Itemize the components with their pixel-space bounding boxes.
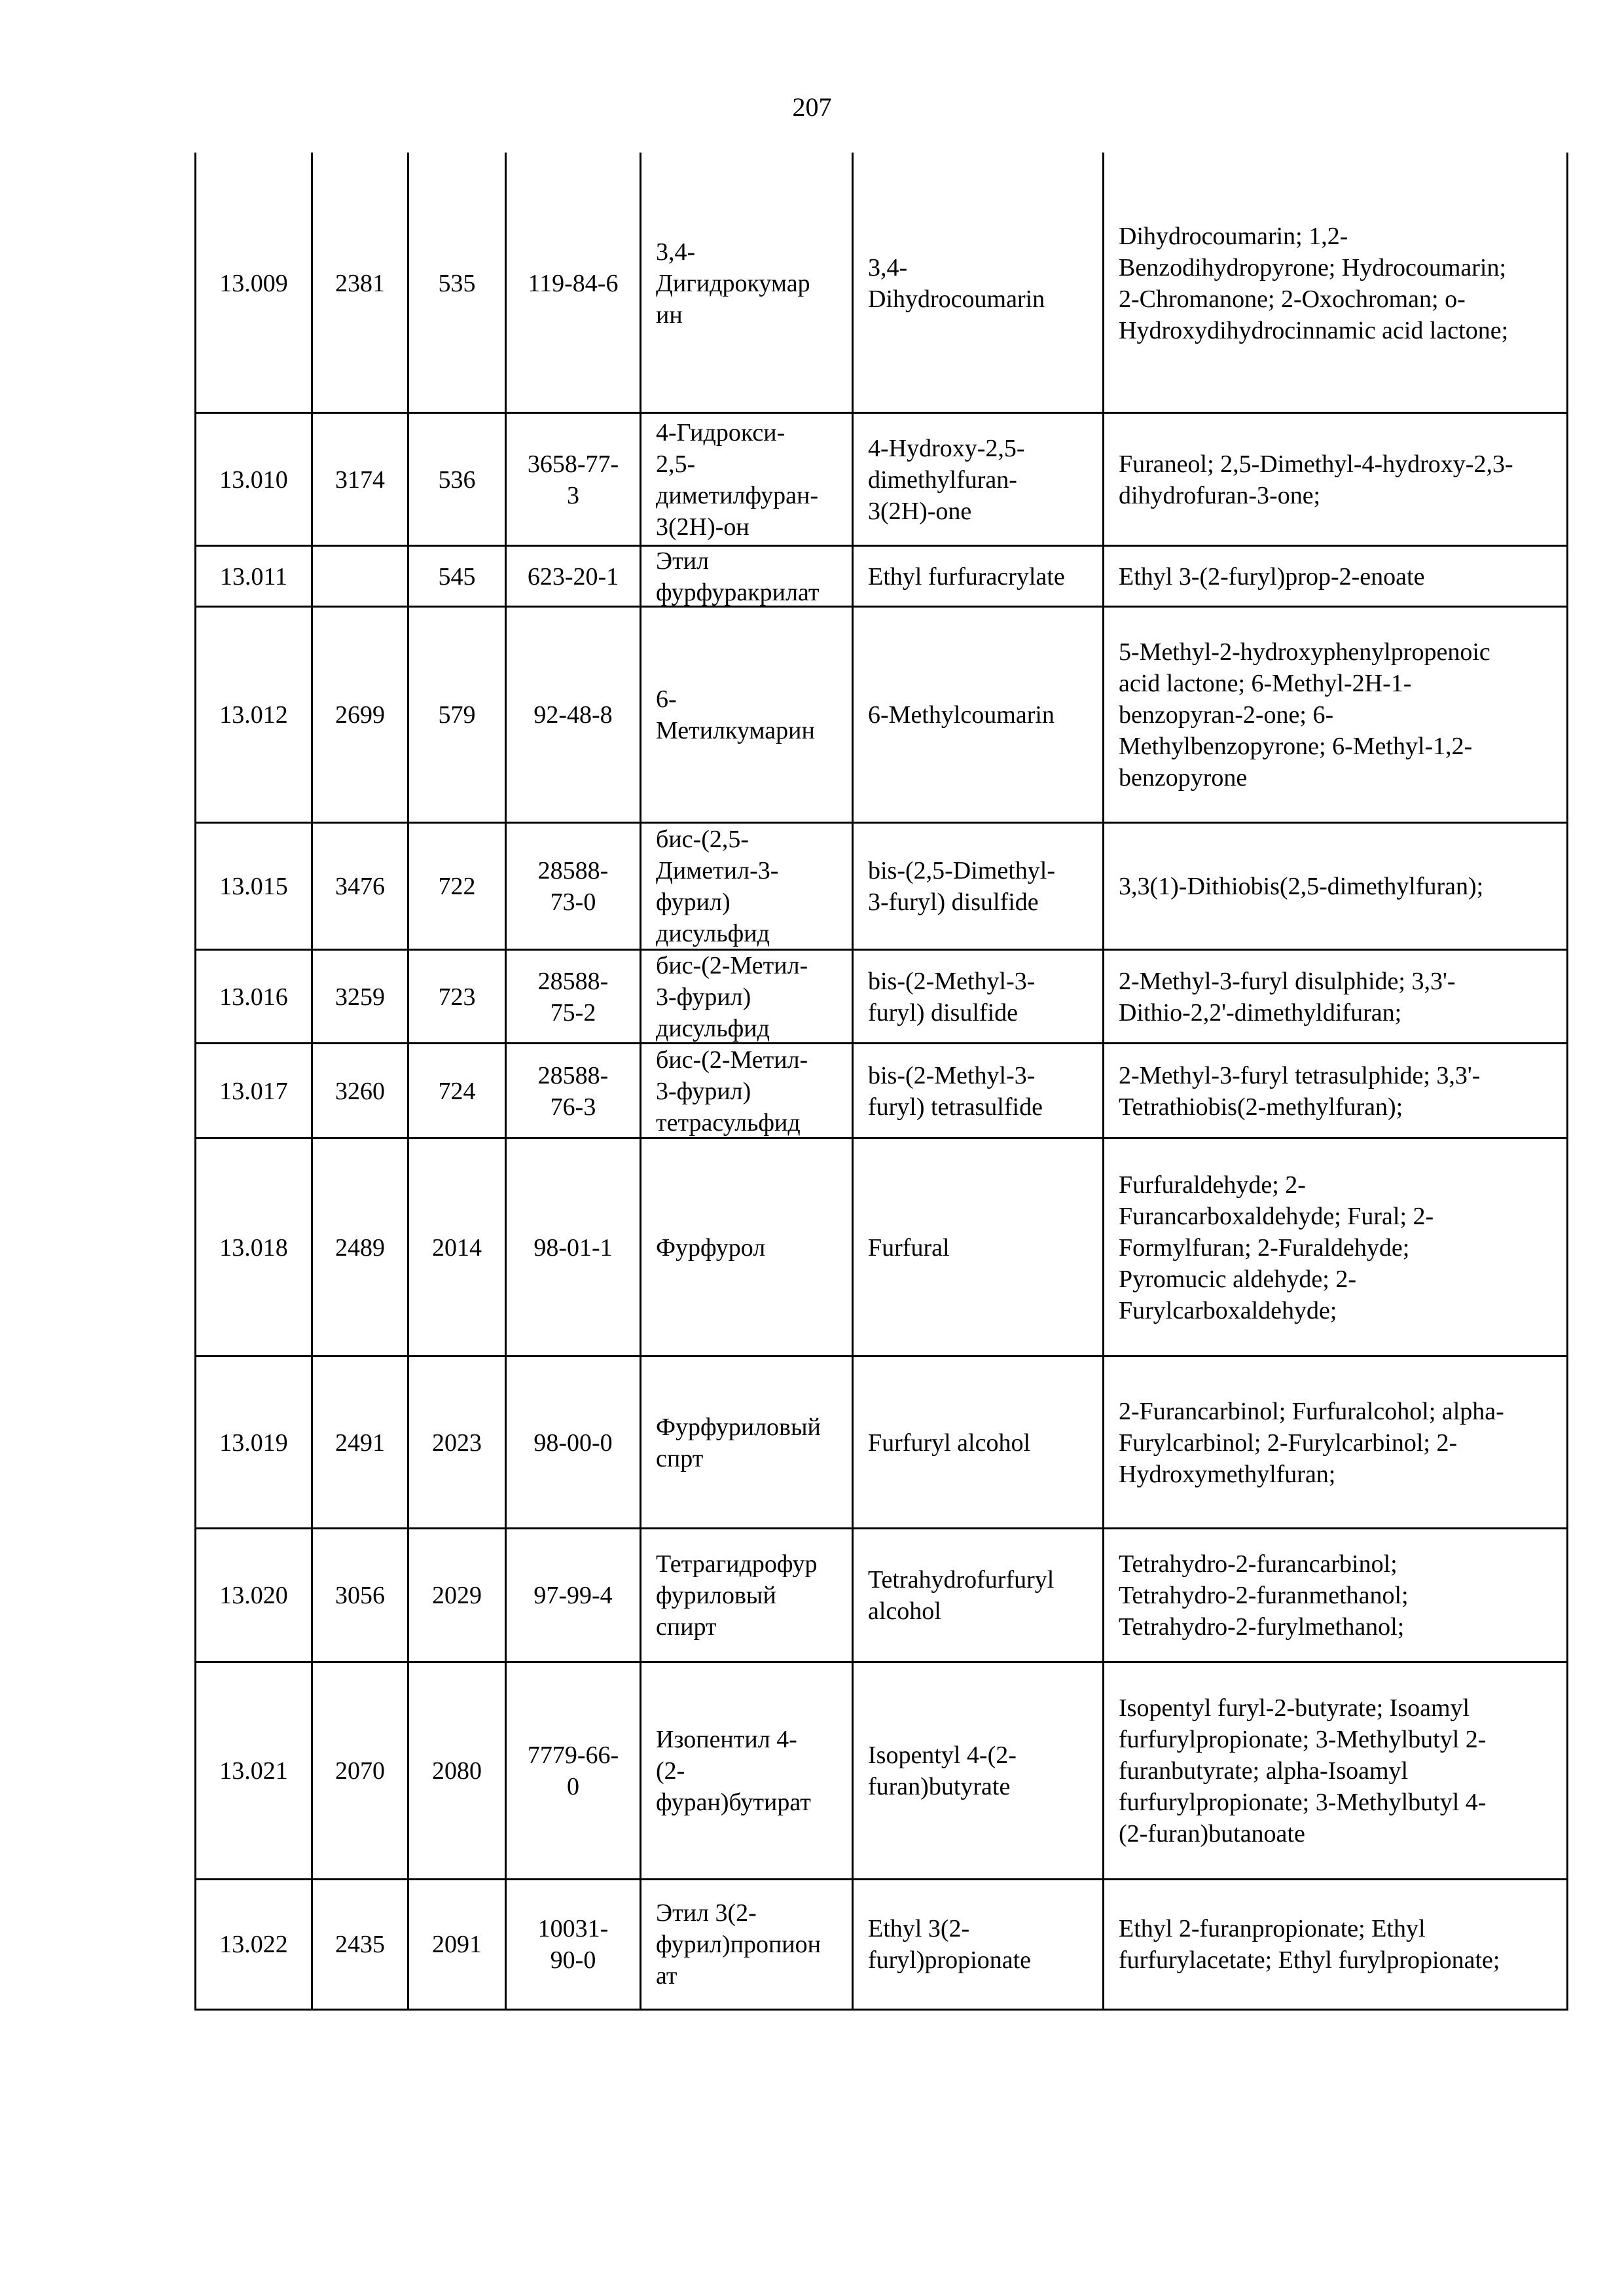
cell-text: Этил 3(2- фурил)пропион ат [656, 1899, 821, 1990]
cell-text: bis-(2-Methyl-3- furyl) tetrasulfide [868, 1061, 1043, 1121]
cell-text: 535 [438, 269, 476, 297]
cell-fema [409, 414, 505, 545]
cell-fema [409, 1529, 505, 1662]
cell-fema [409, 951, 505, 1043]
cell-text: 723 [438, 983, 476, 1011]
cell-text: Furfuraldehyde; 2- Furancarboxaldehyde; Fural; 2- Formylfuran; 2-Furaldehyde; Pyromucic aldehyde; 2- Furylcarboxaldehyde; [1119, 1171, 1434, 1324]
cell-text: 6-Methylcoumarin [868, 701, 1055, 729]
cell-name-ru [641, 1044, 852, 1138]
cell-text: Isopentyl furyl-2-butyrate; Isoamyl furfurylpropionate; 3-Methylbutyl 2- furanbutyrate; alpha-Isoamyl furfurylpropionate; 3-Methylbutyl 4- (2-furan)butanoate [1119, 1694, 1487, 1848]
cell-name-en [854, 608, 1102, 822]
cell-fl-no [313, 1044, 407, 1138]
cell-text: 2699 [335, 701, 385, 729]
cell-text: 3260 [335, 1077, 385, 1105]
cell-fl-no [313, 154, 407, 412]
cell-text: 3658-77- 3 [527, 450, 619, 509]
cell-code [196, 1880, 311, 2009]
cell-cas [507, 1044, 640, 1138]
cell-text: 4-Hydroxy-2,5- dimethylfuran- 3(2H)-one [868, 434, 1025, 525]
cell-text: Фурфурол [656, 1233, 766, 1262]
cell-fema [409, 154, 505, 412]
cell-cas [507, 1663, 640, 1879]
cell-text: 623-20-1 [527, 562, 619, 591]
cell-text: 119-84-6 [528, 269, 619, 297]
cell-text: bis-(2-Methyl-3- furyl) disulfide [868, 967, 1036, 1027]
cell-text: 13.022 [219, 1931, 288, 1958]
cell-code [196, 608, 311, 822]
cell-fl-no [313, 1663, 407, 1879]
cell-cas [507, 824, 640, 949]
cell-name-ru [641, 547, 852, 606]
cell-text: 536 [438, 465, 476, 494]
cell-text: Ethyl furfuracrylate [868, 562, 1065, 591]
cell-text: Ethyl 3(2- furyl)propionate [868, 1915, 1032, 1974]
cell-text: бис-(2,5- Диметил-3- фурил) дисульфид [656, 826, 779, 947]
cell-text: 13.011 [219, 562, 288, 591]
cell-text: бис-(2-Метил- 3-фурил) дисульфид [656, 951, 808, 1042]
cell-text: 2491 [335, 1429, 385, 1457]
cell-fema [409, 1139, 505, 1356]
cell-text: 2-Methyl-3-furyl disulphide; 3,3'- Dithio-2,2'-dimethyldifuran; [1119, 967, 1456, 1027]
cell-synonyms [1104, 824, 1568, 949]
cell-text: 3,3(1)-Dithiobis(2,5-dimethylfuran); [1119, 873, 1484, 900]
cell-text: 7779-66- 0 [527, 1741, 619, 1800]
cell-name-en [854, 824, 1102, 949]
cell-code [196, 1139, 311, 1356]
page-number: 207 [792, 92, 832, 122]
cell-code [196, 1529, 311, 1662]
cell-name-ru [641, 154, 852, 412]
cell-name-en [854, 1880, 1102, 2009]
cell-name-ru [641, 1663, 852, 1879]
cell-cas [507, 1880, 640, 2009]
cell-text: bis-(2,5-Dimethyl- 3-furyl) disulfide [868, 857, 1056, 916]
cell-text: 4-Гидрокси- 2,5- диметилфуран- 3(2H)-он [656, 418, 819, 541]
flavouring-table [194, 153, 1568, 2011]
cell-text: Фурфуриловый спрт [656, 1413, 821, 1472]
cell-synonyms [1104, 951, 1568, 1043]
cell-cas [507, 1139, 640, 1356]
cell-text: Ethyl 3-(2-furyl)prop-2-enoate [1119, 562, 1425, 591]
cell-text: 13.019 [219, 1429, 288, 1457]
cell-synonyms [1104, 1529, 1568, 1662]
cell-text: Isopentyl 4-(2- furan)butyrate [868, 1741, 1017, 1800]
cell-fema [409, 1044, 505, 1138]
cell-name-en [854, 414, 1102, 545]
cell-text: 2080 [432, 1757, 482, 1785]
cell-fl-no [313, 824, 407, 949]
cell-text: Tetrahydrofurfuryl alcohol [868, 1566, 1055, 1625]
cell-fl-no [313, 1139, 407, 1356]
cell-name-en [854, 547, 1102, 606]
cell-cas [507, 1529, 640, 1662]
cell-text: 3,4- Dihydrocoumarin [868, 253, 1045, 313]
cell-text: 2029 [432, 1582, 482, 1609]
cell-cas [507, 951, 640, 1043]
cell-code [196, 414, 311, 545]
cell-text: 2435 [335, 1931, 385, 1958]
cell-code [196, 1044, 311, 1138]
cell-synonyms [1104, 1663, 1568, 1879]
cell-name-en [854, 1139, 1102, 1356]
cell-code [196, 1663, 311, 1879]
cell-synonyms [1104, 1139, 1568, 1356]
cell-text: 13.012 [219, 701, 288, 729]
cell-text: 13.015 [219, 873, 288, 900]
cell-text: 10031- 90-0 [537, 1915, 609, 1974]
cell-text: 3476 [335, 873, 385, 900]
cell-fl-no [313, 1529, 407, 1662]
cell-fema [409, 1357, 505, 1528]
cell-text: 13.017 [219, 1077, 288, 1105]
cell-name-en [854, 951, 1102, 1043]
cell-text: 2489 [335, 1233, 385, 1262]
cell-text: 2070 [335, 1757, 385, 1785]
cell-cas [507, 608, 640, 822]
cell-text: 5-Methyl-2-hydroxyphenylpropenoic acid lactone; 6-Methyl-2H-1- benzopyran-2-one; 6- Methylbenzopyrone; 6-Methyl-1,2- benzopyrone [1119, 638, 1490, 792]
cell-text: 3174 [335, 465, 385, 494]
cell-name-ru [641, 1880, 852, 2009]
cell-text: 579 [438, 701, 476, 729]
cell-synonyms [1104, 154, 1568, 412]
cell-text: 2091 [432, 1931, 482, 1958]
cell-text: 28588- 75-2 [537, 967, 609, 1027]
cell-cas [507, 547, 640, 606]
cell-synonyms [1104, 414, 1568, 545]
cell-cas [507, 414, 640, 545]
cell-synonyms [1104, 1880, 1568, 2009]
cell-name-ru [641, 1357, 852, 1528]
cell-text: 98-01-1 [533, 1233, 613, 1262]
cell-name-ru [641, 951, 852, 1043]
cell-text: Tetrahydro-2-furancarbinol; Tetrahydro-2-furanmethanol; Tetrahydro-2-furylmethanol; [1119, 1550, 1409, 1641]
cell-text: Furfuryl alcohol [868, 1429, 1031, 1457]
cell-fema [409, 824, 505, 949]
cell-cas [507, 154, 640, 412]
cell-fema [409, 608, 505, 822]
cell-text: 2023 [432, 1429, 482, 1457]
cell-text: бис-(2-Метил- 3-фурил) тетрасульфид [656, 1046, 808, 1137]
cell-synonyms [1104, 547, 1568, 606]
cell-text: Furaneol; 2,5-Dimethyl-4-hydroxy-2,3- dihydrofuran-3-one; [1119, 450, 1513, 509]
cell-code [196, 154, 311, 412]
cell-fl-no [313, 608, 407, 822]
cell-text: 2014 [432, 1233, 482, 1262]
cell-text: 13.021 [219, 1757, 288, 1785]
cell-code [196, 951, 311, 1043]
cell-fema [409, 1880, 505, 2009]
cell-text: 724 [438, 1077, 476, 1105]
cell-code [196, 824, 311, 949]
cell-name-ru [641, 1139, 852, 1356]
cell-name-en [854, 1357, 1102, 1528]
cell-fema [409, 547, 505, 606]
cell-text: Изопентил 4- (2- фуран)бутират [656, 1726, 811, 1816]
cell-text: 97-99-4 [533, 1582, 613, 1609]
cell-fl-no [313, 414, 407, 545]
cell-text: 3259 [335, 983, 385, 1011]
cell-text: 722 [438, 873, 476, 900]
cell-text: 13.016 [219, 983, 288, 1011]
cell-name-en [854, 154, 1102, 412]
cell-name-en [854, 1529, 1102, 1662]
cell-synonyms [1104, 1044, 1568, 1138]
cell-text: Furfural [868, 1233, 950, 1262]
cell-text: 545 [438, 562, 476, 591]
cell-fl-no [313, 547, 407, 606]
cell-code [196, 547, 311, 606]
cell-text: 2-Methyl-3-furyl tetrasulphide; 3,3'- Tetrathiobis(2-methylfuran); [1119, 1061, 1481, 1121]
cell-fl-no [313, 951, 407, 1043]
cell-code [196, 1357, 311, 1528]
cell-text: 3,4- Дигидрокумар ин [656, 238, 810, 329]
cell-name-ru [641, 824, 852, 949]
cell-text: 2381 [335, 269, 385, 297]
cell-text: 13.018 [219, 1233, 288, 1262]
cell-text: Тетрагидрофур фуриловый спирт [656, 1550, 818, 1641]
cell-text: 13.020 [219, 1582, 288, 1609]
cell-text: 6- Метилкумарин [656, 685, 815, 744]
cell-name-ru [641, 1529, 852, 1662]
cell-name-en [854, 1663, 1102, 1879]
cell-name-en [854, 1044, 1102, 1138]
cell-text: 28588- 73-0 [537, 857, 609, 916]
cell-text: 28588- 76-3 [537, 1061, 609, 1121]
cell-text: 98-00-0 [533, 1429, 613, 1457]
cell-cas [507, 1357, 640, 1528]
cell-synonyms [1104, 608, 1568, 822]
cell-text: Этил фурфуракрилат [656, 547, 820, 606]
cell-text: 92-48-8 [533, 701, 613, 729]
cell-text: Dihydrocoumarin; 1,2- Benzodihydropyrone; Hydrocoumarin; 2-Chromanone; 2-Oxochroman; o- Hydroxydihydrocinnamic acid lactone; [1119, 222, 1509, 344]
cell-text: 13.010 [219, 465, 288, 494]
cell-fema [409, 1663, 505, 1879]
cell-name-ru [641, 608, 852, 822]
cell-text: 3056 [335, 1582, 385, 1609]
cell-text: 2-Furancarbinol; Furfuralcohol; alpha- Furylcarbinol; 2-Furylcarbinol; 2- Hydroxymethylfuran; [1119, 1397, 1504, 1488]
cell-text: Ethyl 2-furanpropionate; Ethyl furfurylacetate; Ethyl furylpropionate; [1119, 1915, 1500, 1974]
cell-name-ru [641, 414, 852, 545]
cell-text: 13.009 [219, 269, 288, 297]
cell-fl-no [313, 1357, 407, 1528]
cell-fl-no [313, 1880, 407, 2009]
cell-synonyms [1104, 1357, 1568, 1528]
